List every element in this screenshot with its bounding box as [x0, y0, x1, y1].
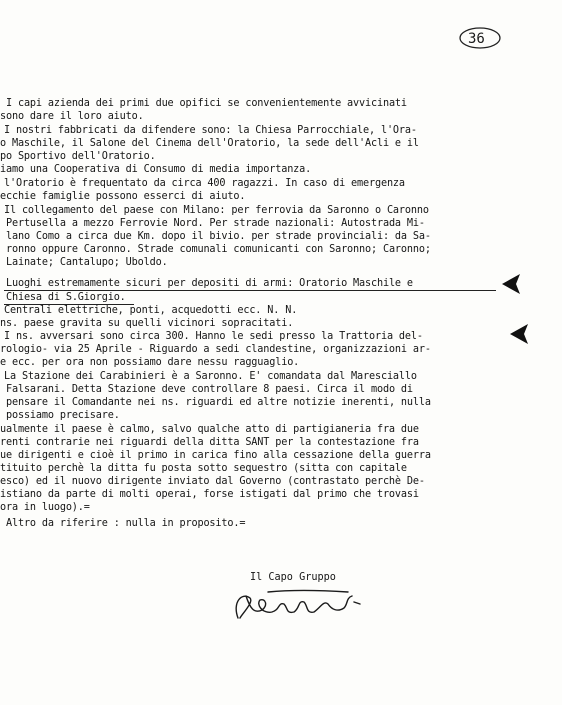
text-line: lano Como a circa due Km. dopo il bivio. per strade provinciali: da Sa- — [6, 231, 431, 242]
text-line: ecchie famiglie possono esserci di aiuto. — [0, 191, 246, 202]
text-line-highlighted: Chiesa di S.Giorgio. — [6, 292, 126, 303]
text-line: po Sportivo dell'Oratorio. — [0, 151, 156, 162]
text-line: ora in luogo).= — [0, 502, 90, 513]
text-line: possiamo precisare. — [6, 410, 120, 421]
text-line: renti contrarie nei riguardi della ditta SANT per la contestazione fra — [0, 437, 419, 448]
text-line: istiano da parte di molti operai, forse istigati dal primo che trovasi — [0, 489, 419, 500]
text-line: I nostri fabbricati da difendere sono: la Chiesa Parrocchiale, l'Ora- — [4, 125, 417, 136]
handwritten-signature — [228, 588, 378, 628]
text-line: I ns. avversari sono circa 300. Hanno le sedi presso la Trattoria del- — [4, 331, 423, 342]
text-line: l'Oratorio è frequentato da circa 400 ragazzi. In caso di emergenza — [4, 178, 405, 189]
text-line: La Stazione dei Carabinieri è a Saronno. E' comandata dal Maresciallo — [4, 371, 417, 382]
text-line: pensare il Comandante nei ns. riguardi ed altre notizie inerenti, nulla — [6, 397, 431, 408]
margin-arrow-icon — [508, 322, 530, 346]
text-line: o Maschile, il Salone del Cinema dell'Oratorio, la sede dell'Acli e il — [0, 138, 419, 149]
text-line: Pertusella a mezzo Ferrovie Nord. Per strade nazionali: Autostrada Mi- — [6, 218, 425, 229]
text-line: ns. paese gravita su quelli vicinori sopracitati. — [0, 318, 294, 329]
text-line: Altro da riferire : nulla in proposito.= — [6, 518, 246, 529]
text-line: ronno oppure Caronno. Strade comunali comunicanti con Saronno; Caronno; — [6, 244, 431, 255]
text-line: I capi azienda dei primi due opifici se convenientemente avvicinati — [6, 98, 407, 109]
text-line: tituito perchè la ditta fu posta sotto sequestro (sitta con capitale — [0, 463, 407, 474]
text-line: sono dare il loro aiuto. — [0, 111, 144, 122]
text-line: Lainate; Cantalupo; Uboldo. — [6, 257, 168, 268]
text-line: iamo una Cooperativa di Consumo di media importanza. — [0, 164, 312, 175]
text-line: Centrali elettriche, ponti, acquedotti ecc. N. N. — [4, 305, 298, 316]
text-line: ualmente il paese è calmo, salvo qualche atto di partigianeria fra due — [0, 424, 419, 435]
text-line: esco) ed il nuovo dirigente inviato dal Governo (contrastato perchè De- — [0, 476, 425, 487]
margin-arrow-icon — [500, 272, 522, 296]
text-line: rologio- via 25 Aprile - Riguardo a sedi clandestine, organizzazioni ar- — [0, 344, 431, 355]
signature-title: Il Capo Gruppo — [250, 572, 336, 583]
underline — [4, 290, 496, 291]
page-number — [464, 31, 485, 47]
text-line-highlighted: Luoghi estremamente sicuri per depositi di armi: Oratorio Maschile e — [6, 278, 413, 289]
text-line: e ecc. per ora non possiamo dare nessu ragguaglio. — [0, 357, 300, 368]
text-line: ue dirigenti e cioè il primo in carica fino alla cessazione della guerra — [0, 450, 431, 461]
text-line: Falsarani. Detta Stazione deve controllare 8 paesi. Circa il modo di — [6, 384, 413, 395]
page-number-text: 36 — [468, 31, 485, 47]
text-line: Il collegamento del paese con Milano: per ferrovia da Saronno o Caronno — [4, 205, 429, 216]
